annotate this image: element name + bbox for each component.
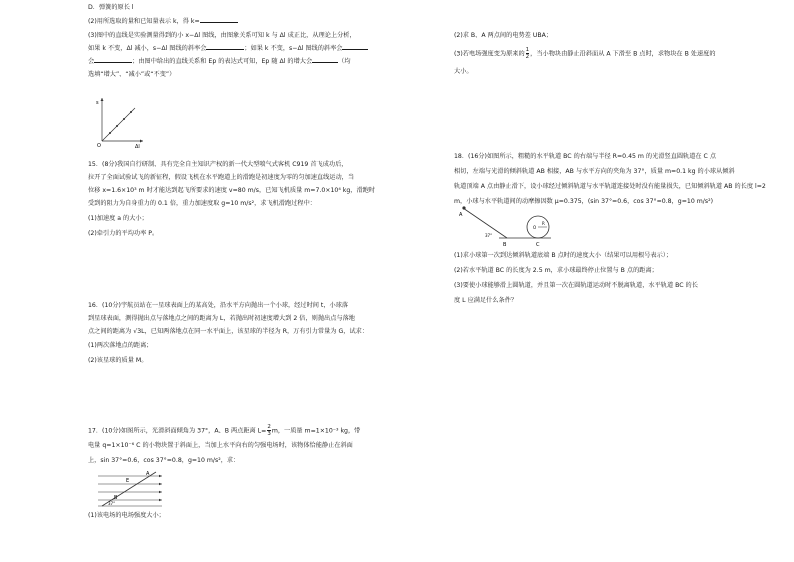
q18-line2: 相切，左端与光滑的倾斜轨道 AB 相接，AB 与水平方向的夹角为 37°，质量 m=0.1 kg 的小球从倾斜 [454, 168, 735, 175]
q15-sub2: (2)牵引力的平均功率 P。 [88, 230, 159, 237]
q14-part2 [88, 16, 238, 27]
track-label-c: C [536, 242, 540, 248]
q14-text-c: 会 [88, 58, 95, 65]
fraction-denominator: 3 [267, 431, 271, 437]
q14-text-b: ；如果 k 不变，s−Δl 图线的斜率会 [244, 45, 343, 52]
label-e: E [126, 478, 130, 484]
incline-field-figure [96, 468, 164, 508]
s-dl-graph [95, 95, 145, 149]
q18-sub1: (1)求小球第一次到达倾斜轨道底端 B 点时的速度大小（结果可以用根号表示）； [454, 252, 673, 259]
q17-sub3-text-b: ，当小物块由静止沿斜面从 A 下滑至 B 点时，求物块在 B 处速度的 [530, 50, 716, 58]
track-label-r: R [542, 221, 545, 226]
fraction-numerator: 2 [267, 424, 271, 430]
answer-blank[interactable] [200, 16, 238, 23]
answer-blank[interactable] [206, 43, 244, 50]
fraction-numerator: 1 [525, 47, 530, 53]
q16-line3: 点之间的距离为 √3L，已知两落地点在同一水平面上，该星球的半径为 R，万有引力常量为 G，试求： [88, 328, 369, 335]
q14-part3-line1: (3)图中的直线是实验测量得到的小 x−Δl 图线，由图象关系可知 k 与 Δl 成正比，从理论上分析， [88, 32, 356, 39]
q17-sub1: (1)该电场的电场强度大小； [88, 512, 165, 519]
fraction-two-thirds [267, 424, 271, 437]
q15-sub1: (1)加速度 a 的大小； [88, 215, 148, 222]
q14-text-a: 如果 k 不变，Δl 减小，s−Δl 图线的斜率会 [88, 45, 207, 52]
q17-sub3-line1 [454, 47, 716, 60]
q17-sub3-text-a: (3)若电场强度变为原来的 [454, 50, 525, 58]
q17-line3: 上，sin 37°=0.6，cos 37°=0.8，g=10 m/s²，求： [88, 457, 240, 464]
q16-line2: 到星球表面，测得抛出点与落地点之间的距离为 L，若抛出时初速度增大到 2 倍，则抛出点与落地 [88, 315, 355, 322]
q18-sub3-line2: 度 L 应满足什么条件？ [454, 297, 518, 304]
data-point [109, 132, 111, 134]
graph-x-label: Δl [135, 144, 140, 149]
ball [462, 206, 465, 209]
q18-line3: 轨道顶端 A 点由静止滑下，设小球经过倾斜轨道与水平轨道连接处时没有能量损失，已知倾斜轨道 AB 的长度 l=2 [454, 183, 766, 190]
arrow-icon [159, 491, 162, 493]
q15-line3: 位移 x=1.6×10³ m 时才能达到起飞所要求的速度 v=80 m/s，已知飞机质量 m=7.0×10⁴ kg，滑跑时 [88, 187, 376, 194]
data-point [123, 118, 125, 120]
label-b: B [114, 495, 118, 501]
data-point [116, 125, 118, 127]
q17-line1 [88, 424, 360, 437]
y-arrow-icon [101, 98, 104, 101]
q17-sub3-line2: 大小。 [454, 68, 473, 75]
q17-text-b: m，一质量 m=1×10⁻³ kg，带 [271, 427, 361, 435]
q14-part2-text: (2)用所选取的量和已知量表示 k，得 k= [88, 18, 200, 25]
q18-line4: m，小球与水平轨道间的动摩擦因数 μ=0.375，(sin 37°=0.6，cos 37°=0.8，g=10 m/s²) [454, 198, 713, 205]
answer-blank[interactable] [312, 56, 338, 63]
q15-line4: 受到的阻力为自身重力的 0.1 倍，重力加速度取 g=10 m/s²，求飞机滑跑过程中： [88, 200, 316, 207]
q16-line1: 16．(10分)宇航员站在一星球表面上的某高处，沿水平方向抛出一个小球，经过时间 t，小球落 [88, 302, 349, 309]
arrow-icon [159, 483, 162, 485]
option-d: D．弹簧的原长 l [88, 4, 134, 11]
graph-y-label: s [96, 100, 99, 106]
q18-sub3-line1: (3)要使小球能够滑上圆轨道，并且第一次在圆轨道运动时不脱离轨道，水平轨道 BC 的长 [454, 282, 698, 289]
track-label-b: B [503, 242, 507, 248]
angle-label: 37° [108, 501, 116, 506]
answer-blank[interactable] [342, 43, 368, 50]
data-point [130, 111, 132, 113]
q18-line1: 18．(16分)如图所示，粗糙的水平轨道 BC 的右端与半径 R=0.45 m 的光滑竖直圆轨道在 C 点 [454, 153, 717, 160]
label-a: A [146, 471, 150, 477]
q15-line1: 15．(8分)我国自行研制、具有完全自主知识产权的新一代大型喷气式客机 C919 首飞成功后， [88, 161, 348, 168]
q14-text-d: ；由图中给出的直线关系和 Ep 的表达式可知，Ep 随 Δl 的增大会 [132, 58, 313, 65]
fraction-denominator: 2 [525, 54, 530, 60]
q16-sub2: (2)该星球的质量 M。 [88, 357, 148, 364]
q14-part3-line4: 选填“增大”、“减小”或“不变”） [88, 71, 176, 78]
arrow-icon [159, 475, 162, 477]
q14-part3-line2 [88, 43, 368, 54]
q15-line2: 拉开了全面试验试飞的新征程，假设飞机在水平跑道上的滑跑是初速度为零的匀加速直线运动，当 [88, 174, 355, 181]
q14-part3-line3 [88, 56, 351, 67]
answer-blank[interactable] [94, 56, 132, 63]
x-arrow-icon [140, 140, 143, 143]
graph-origin-label: O [97, 143, 101, 149]
q17-text-a: 17．(10分)如图所示，光滑斜面倾角为 37°，A、B 两点距离 L= [88, 427, 267, 435]
q14-text-e: （均 [338, 58, 351, 65]
q17-sub2: (2)求 B、A 两点间的电势差 UBA； [454, 32, 553, 39]
graph-line [102, 108, 135, 141]
arrow-icon [159, 499, 162, 501]
q17-line2: 电量 q=1×10⁻⁶ C 的小物块置于斜面上，当加上水平向右的匀强电场时，该物体恰能静止在斜面 [88, 442, 353, 449]
q18-sub2: (2)若水平轨道 BC 的长度为 2.5 m，求小球最终停止位置与 B 点的距离； [454, 267, 658, 274]
track-label-a: A [459, 212, 463, 218]
track-label-o: O [533, 225, 537, 230]
q16-sub1: (1)两次落地点的距离； [88, 342, 153, 349]
track-angle: 37° [485, 233, 493, 238]
track-figure [455, 204, 555, 250]
fraction-one-half [526, 47, 530, 60]
